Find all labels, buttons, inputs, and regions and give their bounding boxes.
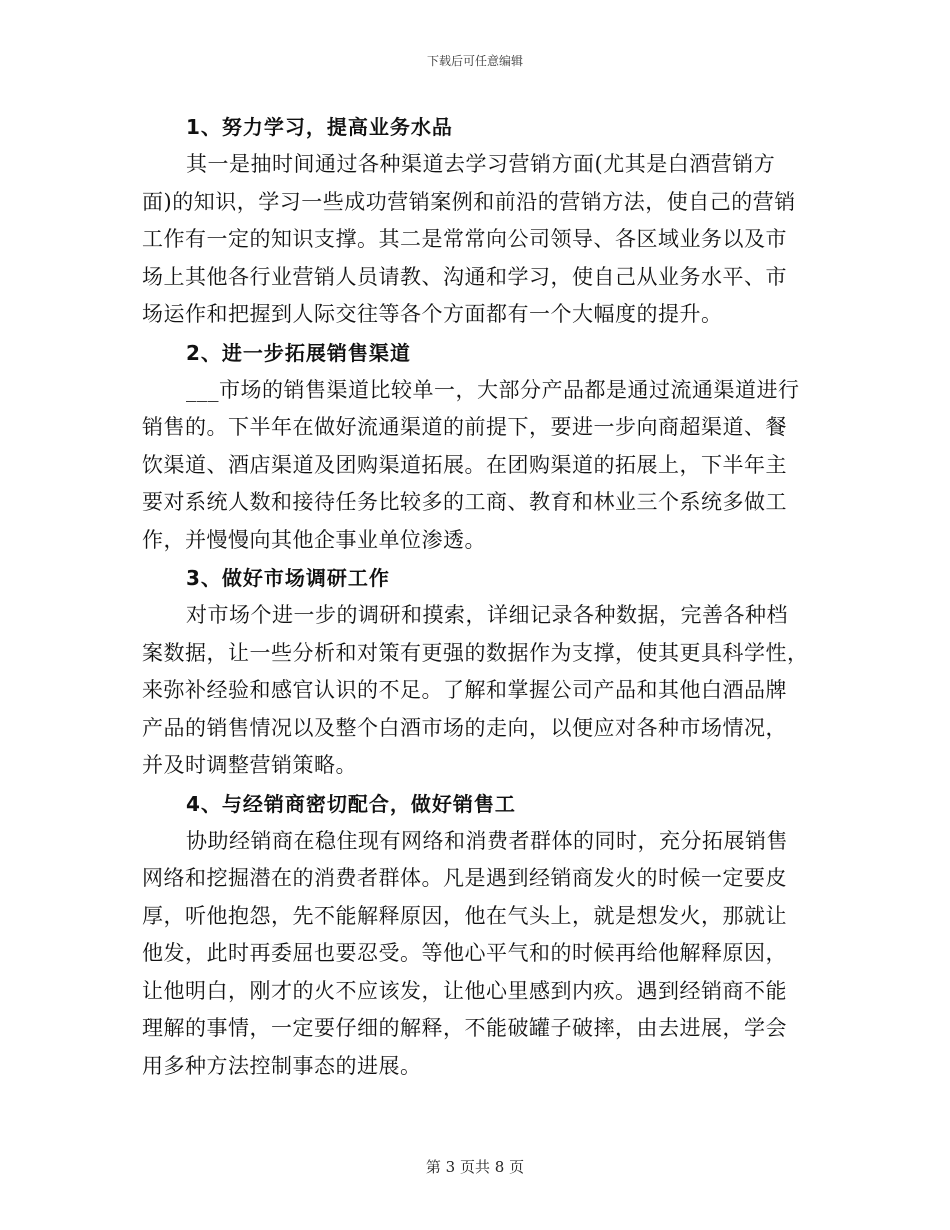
paragraph-line: 他发，此时再委屈也要忍受。等他心平气和的时候再给他解释原因， [142,941,787,965]
paragraph-line: 协助经销商在稳住现有网络和消费者群体的同时，充分拓展销售 [186,828,788,853]
paragraph-line: ___市场的销售渠道比较单一，大部分产品都是通过流通渠道进行 [186,377,800,402]
document-body [142,108,810,1085]
section-2 [142,334,810,560]
paragraph-line: 来弥补经验和感官认识的不足。了解和掌握公司产品和其他白酒品牌 [142,678,787,702]
section-4 [142,785,810,1086]
section-paragraph [142,146,810,334]
section-heading: 2、进一步拓展销售渠道 [186,340,411,365]
paragraph-line: 并及时调整营销策略。 [142,753,357,777]
section-paragraph [142,597,810,785]
paragraph-line: 案数据，让一些分析和对策有更强的数据作为支撑，使其更具科学性， [142,640,809,665]
paragraph-line: 产品的销售情况以及整个白酒市场的走向，以便应对各种市场情况， [142,715,787,740]
paragraph-line: 场上其他各行业营销人员请教、沟通和学习，使自己从业务水平、市 [142,264,787,289]
paragraph-line: 让他明白，刚才的火不应该发，让他心里感到内疚。遇到经销商不能 [142,978,787,1003]
section-heading: 4、与经销商密切配合，做好销售工 [186,791,516,816]
paragraph-line: 工作有一定的知识支撑。其二是常常向公司领导、各区域业务以及市 [142,227,787,251]
section-heading: 3、做好市场调研工作 [186,566,390,590]
section-3 [142,559,810,785]
paragraph-line: 其一是抽时间通过各种渠道去学习营销方面(尤其是白酒营销方 [186,152,776,176]
section-paragraph [142,372,810,560]
header-note: 下载后可任意编辑 [426,54,523,68]
paragraph-line: 面)的知识，学习一些成功营销案例和前沿的营销方法，使自己的营销 [142,189,796,214]
paragraph-line: 用多种方法控制事态的进展。 [142,1053,422,1078]
paragraph-line: 饮渠道、酒店渠道及团购渠道拓展。在团购渠道的拓展上，下半年主 [142,452,787,477]
paragraph-line: 对市场个进一步的调研和摸索，详细记录各种数据，完善各种档 [186,603,788,627]
page-number: 第 3 页共 8 页 [425,1158,525,1176]
paragraph-line: 要对系统人数和接待任务比较多的工商、教育和林业三个系统多做工 [142,490,787,514]
paragraph-line: 场运作和把握到人际交往等各个方面都有一个大幅度的提升。 [142,302,723,326]
paragraph-line: 作，并慢慢向其他企事业单位渗透。 [142,527,486,552]
paragraph-line: 厚，听他抱怨，先不能解释原因，他在气头上，就是想发火，那就让 [142,903,787,928]
paragraph-line: 网络和挖掘潜在的消费者群体。凡是遇到经销商发火的时候一定要皮 [142,866,787,890]
paragraph-line: 销售的。下半年在做好流通渠道的前提下，要进一步向商超渠道、餐 [142,415,787,439]
paragraph-line: 理解的事情，一定要仔细的解释，不能破罐子破摔，由去进展，学会 [142,1016,787,1040]
section-heading: 1、努力学习，提高业务水品 [186,115,453,139]
section-1 [142,108,810,334]
section-paragraph [142,823,810,1086]
